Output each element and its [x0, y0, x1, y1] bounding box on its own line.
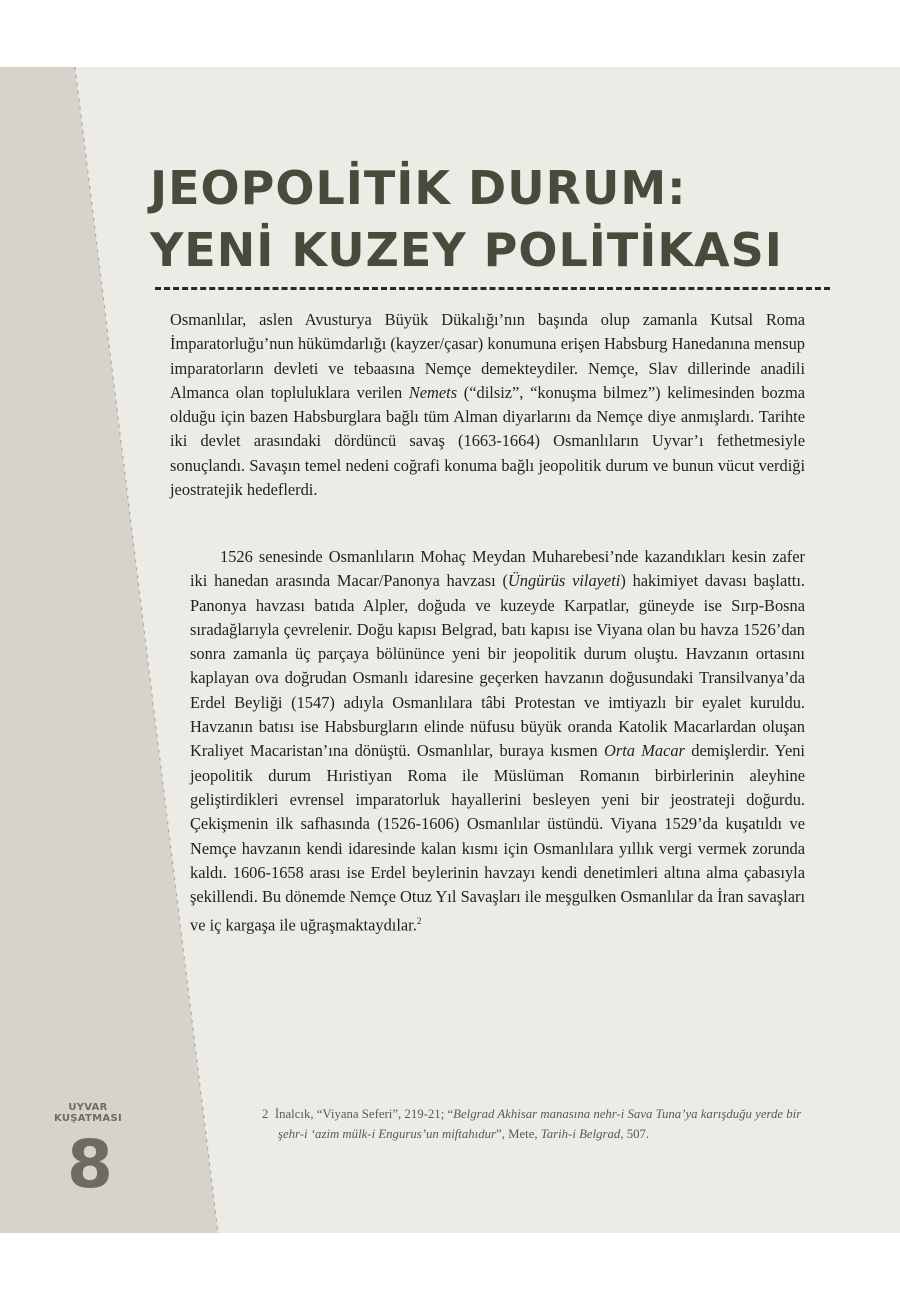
footnote-quote: Belgrad Akhisar manasına nehr-i Sava Tuna’ya karışduğu yerde bir şehr-i ‘azim mülk-i Engurus’un miftahıdur: [278, 1107, 802, 1141]
book-label-line-1: UYVAR: [68, 1102, 108, 1113]
page-number: 8: [67, 1126, 113, 1203]
book-title-label: [48, 1102, 128, 1124]
paragraph-1-text-a: Osmanlılar, aslen Avusturya Büyük Dükalığı’nın başında olup zamanla Kutsal Roma İmparatorluğu’nun hükümdarlığı (kayzer/çasar) konumuna erişen Habsburg Hanedanına mensup imparatorların devleti ve tebaasına Nemçe demekteydiler. Nemçe, Slav dillerinde anadili Almanca olan topluluklara verilen: [170, 310, 805, 402]
body-paragraph-1: [170, 308, 805, 502]
footnote-reference: 2: [416, 916, 422, 927]
body-paragraph-2: [190, 545, 805, 938]
paragraph-2-text-e: demişlerdir. Yeni jeopolitik durum Hıristiyan Roma ile Müslüman Romanın birbirlerinin aleyhine geliştirdikleri evrensel imparatorluk hayallerini besleyen yeni bir jeostrateji doğurdu. Çekişmenin ilk safhasında (1526-1606) Osmanlılar üstündü. Viyana 1529’da kuşatıldı ve Nemçe havzanın kendi idaresinde kalan kısmı için Osmanlılara yıllık vergi vermek zorunda kaldı. 1606-1658 arası ise Erdel beylerinin havzayı kendi denetimleri altına alma çabasıyla şekillendi. Bu dönemde Nemçe Otuz Yıl Savaşları ile meşgulken Osmanlılar da İran savaşları ve iç kargaşa ile uğraşmaktaydılar.: [190, 741, 805, 935]
page-title-line-2: YENİ KUZEY POLİTİKASI: [150, 223, 783, 277]
paragraph-2-text-a: 1526 senesinde Osmanlıların Mohaç Meydan Muharebesi’nde kazandıkları kesin zafer iki hanedan arasında Macar/Panonya havzası (: [190, 547, 805, 591]
paragraph-2-italic-term-1: Üngürüs vilayeti: [507, 571, 621, 591]
paragraph-1-italic-term: Nemets: [408, 382, 458, 402]
book-page: [0, 67, 900, 1233]
footnote-text-c: ”, Mete,: [496, 1127, 541, 1141]
footnote: [262, 1104, 807, 1144]
dashed-divider: [155, 287, 830, 290]
paragraph-2-text-c: ) hakimiyet davası başlattı. Panonya havzası batıda Alpler, doğuda ve kuzeyde Karpatlar, güneyde ise Sırp-Bosna sıradağlarıyla çevrelenir. Doğu kapısı Belgrad, batı kapısı ise Viyana olan bu havza 1526’dan sonra zamanla üç parçaya bölününce yeni bir jeopolitik durum oluştu. Havzanın ortasını kaplayan ova doğrudan Osmanlı idaresine geçerken havzanın doğusundaki Transilvanya’da Erdel Beyliği (1547) adıyla Osmanlılara tâbi Protestan ve imtiyazlı bir eyalet kuruldu. Havzanın batısı ise Habsburgların elinde nüfusu büyük oranda Katolik Macarlardan oluşan Kraliyet Macaristan’ına dönüştü. Osmanlılar, buraya kısmen: [190, 571, 806, 761]
footnote-text-e: , 507.: [620, 1127, 650, 1141]
paragraph-1-text-c: (“dilsiz”, “konuşma bilmez”) kelimesinden bozma olduğu için bazen Habsburglara bağlı tüm Alman diyarlarını da Nemçe diye anmışlardı. Tarihte iki devlet arasındaki dördüncü savaş (1663-1664) Osmanlıların Uyvar’ı fethetmesiyle sonuçlandı. Savaşın temel nedeni coğrafi konuma bağlı jeopolitik durum ve bunun vücut verdiği jeostratejik hedeflerdi.: [170, 382, 806, 500]
footnote-source-title: Tarih-i Belgrad: [540, 1127, 621, 1141]
footnote-text-a: İnalcık, “Viyana Seferi”, 219-21; “: [274, 1107, 454, 1121]
paragraph-2-italic-term-2: Orta Macar: [603, 741, 685, 761]
footnote-number: 2: [262, 1107, 269, 1121]
page-title-line-1: JEOPOLİTİK DURUM:: [150, 161, 687, 215]
book-label-line-2: KUŞATMASI: [54, 1113, 122, 1124]
